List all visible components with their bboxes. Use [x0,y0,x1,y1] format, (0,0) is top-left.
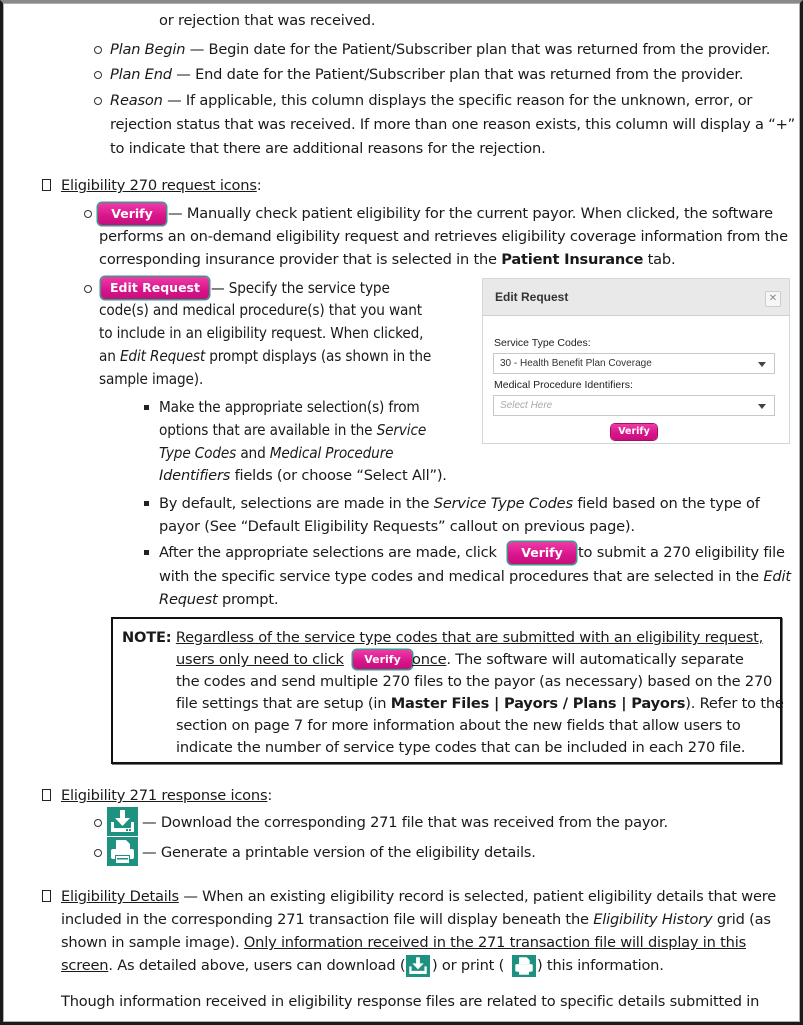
service-type-label: Service Type Codes: [494,337,591,349]
sub3-line3 [159,588,278,611]
text: Request [159,591,218,608]
text: grid (as [712,911,771,928]
sub1-line4 [159,464,447,487]
bullet-circle [94,819,102,827]
details-line2 [61,908,771,931]
details-line4-mid: ) or print ( [432,957,505,974]
bullet-circle [84,285,92,293]
dialog-title: Edit Request [495,290,569,304]
text: once [412,651,447,668]
text: Edit Request [119,347,206,365]
sub3-line1-post: to submit a 270 eligibility file [578,544,785,561]
desc-reason: — If applicable, this column displays the specific reason for the unknown, error, or [162,92,753,109]
text: and [236,444,270,462]
sub3-line1 [159,541,497,564]
service-type-select[interactable] [493,353,775,374]
details-heading: Eligibility Details [61,888,179,905]
item-plan-begin [110,38,770,61]
edit-desc-1: — Specify the service type [211,279,390,297]
text: Type Codes [159,444,237,462]
text: Service [376,421,427,439]
edit-desc-5: sample image). [99,370,204,388]
text: options that are available in the [159,421,377,439]
text: with the specific service type codes and medical procedures that are selected in the [159,568,764,585]
text: By default, selections are made in the [159,495,434,512]
details-line4 [61,954,405,977]
download-icon-inline [406,955,430,977]
text: fields (or choose “Select All”). [230,467,447,484]
text: Service Type Codes [433,495,573,512]
edit-desc-2: code(s) and medical procedure(s) that you want [99,301,422,319]
heading-colon: : [267,787,273,804]
note-line1 [122,626,763,649]
square-sub-bullet [144,550,149,555]
text: Medical Procedure [269,444,394,462]
note-line6: indicate the number of service type codes that can be included in each 270 file. [176,739,746,756]
details-line1 [61,885,776,908]
dialog-verify-button[interactable]: Verify [611,424,657,440]
note-label: NOTE: [122,629,172,646]
desc-reason-2: rejection status that was received. If more than one reason exists, this column will display a “+” [110,116,795,133]
procedure-placeholder: Select Here [500,400,553,411]
procedure-select[interactable] [493,395,775,416]
text: Regardless of the service type codes that are submitted with an eligibility request, [175,629,764,646]
note-line5: section on page 7 for more information about the new fields that allow users to [176,717,741,734]
download-desc: — Download the corresponding 271 file that was received from the payor. [142,814,668,831]
text: corresponding insurance provider that is selected in the [99,251,502,268]
edit-desc-4 [99,345,431,368]
verify-desc-3 [99,248,675,271]
bullet-circle [94,71,102,79]
text: an [99,347,120,365]
text: file settings that are setup (in [176,695,391,712]
term-reason: Reason [110,92,163,109]
desc-reason-3: to indicate that there are additional reasons for the rejection. [110,140,546,157]
request-icons-heading [61,174,261,197]
note-line4 [176,692,784,715]
text: prompt. [217,591,279,608]
verify-desc-1: — Manually check patient eligibility for the current payor. When clicked, the software [168,205,773,222]
note-line3: the codes and send multiple 270 files to the payor (as necessary) based on the 270 [176,673,773,690]
procedure-label: Medical Procedure Identifiers: [494,379,633,391]
bullet-circle [94,46,102,54]
text: prompt displays (as shown in the [205,347,432,365]
service-type-value: 30 - Health Benefit Plan Coverage [500,358,652,369]
patient-insurance-tab-ref: Patient Insurance [501,251,644,268]
square-sub-bullet [144,405,149,410]
text: After the appropriate selections are made, click [159,544,497,561]
text: Only information received in the 271 transaction file will display in this [243,934,746,951]
details-para2: Though information received in eligibility response files are related to specific details submitted in [61,993,760,1010]
verify-button-inline[interactable]: Verify [508,542,576,564]
chevron-down-icon [758,362,766,367]
continued-line: or rejection that was received. [159,12,376,29]
edit-desc-3: to include in an eligibility request. When clicked, [99,324,424,342]
text: shown in sample image). [61,934,244,951]
print-desc: — Generate a printable version of the eligibility details. [142,844,536,861]
edit-request-dialog [482,278,790,444]
response-icons-heading [61,784,272,807]
heading-text: Eligibility 271 response icons [61,787,268,804]
sub1-line2 [159,419,426,442]
square-sub-bullet [144,501,149,506]
print-icon[interactable] [107,837,138,866]
details-line3 [61,931,746,954]
square-bullet [42,890,51,902]
heading-text: Eligibility 270 request icons [61,177,257,194]
term-plan-begin: Plan Begin [110,41,186,58]
desc-plan-begin: — Begin date for the Patient/Subscriber plan that was returned from the provider. [185,41,771,58]
note-line2-post [412,648,744,671]
text: . As detailed above, users can download ( [108,957,406,974]
sub2-line1 [159,492,760,515]
item-plan-end [110,63,743,86]
sub3-line2 [159,565,791,588]
desc-plan-end: — End date for the Patient/Subscriber plan that was returned from the provider. [171,66,744,83]
details-line4-post: ) this information. [537,957,664,974]
chevron-down-icon [758,404,766,409]
download-icon[interactable] [107,807,138,836]
text: Identifiers [159,467,231,484]
print-icon-inline [512,955,536,977]
bullet-circle [84,210,92,218]
item-reason [110,89,752,112]
text: Edit [763,568,791,585]
menu-path: Master Files | Payors / Plans | Payors [390,695,686,712]
close-icon[interactable]: ✕ [765,291,781,307]
text: ). Refer to the [685,695,784,712]
text: — When an existing eligibility record is selected, patient eligibility details that were [178,888,777,905]
bullet-circle [94,849,102,857]
verify-desc-2: performs an on-demand eligibility request and retrieves eligibility coverage information from the [99,228,788,245]
sub2-line2: payor (See “Default Eligibility Requests” callout on previous page). [159,518,635,535]
dialog-header [483,279,789,316]
term-plan-end: Plan End [110,66,172,83]
sub1-line1: Make the appropriate selection(s) from [159,398,420,416]
square-bullet [42,179,51,191]
text: users only need to click [176,651,344,668]
note-verify-button[interactable]: Verify [353,650,412,669]
text: field based on the type of [572,495,760,512]
text: tab. [643,251,676,268]
sub1-line3 [159,442,393,465]
text: screen [61,957,109,974]
text: . The software will automatically separate [446,651,744,668]
note-line2 [176,648,344,671]
edit-request-button[interactable]: Edit Request [101,277,209,299]
bullet-circle [94,97,102,105]
text: Eligibility History [593,911,713,928]
square-bullet [42,789,51,801]
verify-button[interactable]: Verify [98,203,166,225]
text: included in the corresponding 271 transaction file will display beneath the [61,911,594,928]
heading-colon: : [256,177,262,194]
